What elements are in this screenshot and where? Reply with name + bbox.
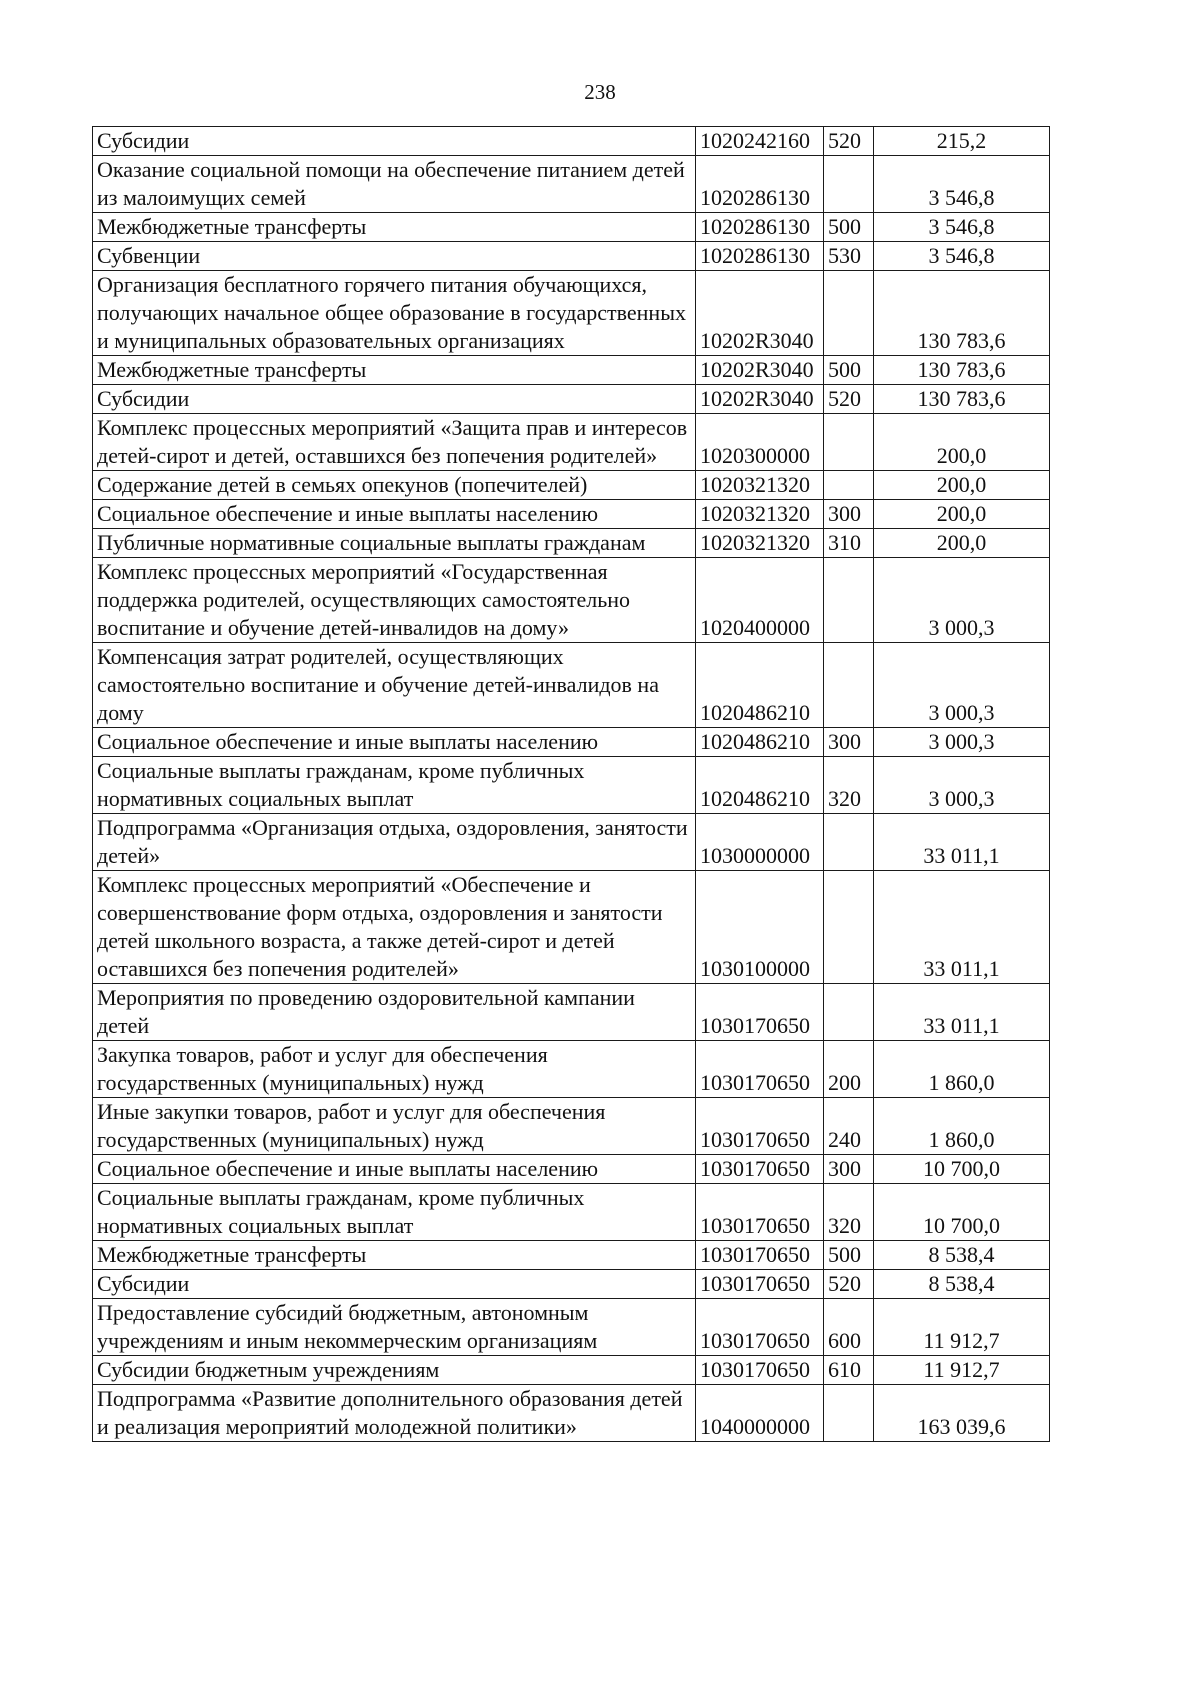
row-name: Компенсация затрат родителей, осуществляющих самостоятельно воспитание и обучение детей-инвалидов на дому	[93, 643, 696, 728]
row-amount: 200,0	[874, 529, 1050, 558]
row-code: 1030170650	[696, 1241, 824, 1270]
row-name: Предоставление субсидий бюджетным, автономным учреждениям и иным некоммерческим организациям	[93, 1299, 696, 1356]
row-name: Подпрограмма «Развитие дополнительного образования детей и реализация мероприятий молодежной политики»	[93, 1385, 696, 1442]
table-row	[93, 1356, 1050, 1385]
table-row	[93, 156, 1050, 213]
row-name: Публичные нормативные социальные выплаты гражданам	[93, 529, 696, 558]
row-expense-type: 520	[824, 1270, 874, 1299]
row-amount: 10 700,0	[874, 1155, 1050, 1184]
row-amount: 3 000,3	[874, 728, 1050, 757]
row-name: Межбюджетные трансферты	[93, 1241, 696, 1270]
row-name: Субвенции	[93, 242, 696, 271]
row-amount: 3 546,8	[874, 213, 1050, 242]
table-row	[93, 1184, 1050, 1241]
table-row	[93, 242, 1050, 271]
row-amount: 200,0	[874, 414, 1050, 471]
row-expense-type: 300	[824, 1155, 874, 1184]
table-row	[93, 1385, 1050, 1442]
row-amount: 215,2	[874, 127, 1050, 156]
table-row	[93, 127, 1050, 156]
table-row	[93, 814, 1050, 871]
row-code: 1030170650	[696, 1356, 824, 1385]
row-expense-type	[824, 984, 874, 1041]
row-code: 1020486210	[696, 728, 824, 757]
row-code: 10202R3040	[696, 385, 824, 414]
row-amount: 11 912,7	[874, 1299, 1050, 1356]
row-code: 1030170650	[696, 984, 824, 1041]
row-amount: 8 538,4	[874, 1270, 1050, 1299]
row-code: 1020286130	[696, 213, 824, 242]
row-expense-type: 500	[824, 213, 874, 242]
row-code: 1030170650	[696, 1299, 824, 1356]
table-row	[93, 1098, 1050, 1155]
table-row	[93, 356, 1050, 385]
table-row	[93, 728, 1050, 757]
row-code: 1020321320	[696, 500, 824, 529]
row-name: Подпрограмма «Организация отдыха, оздоровления, занятости детей»	[93, 814, 696, 871]
row-expense-type: 310	[824, 529, 874, 558]
row-expense-type: 240	[824, 1098, 874, 1155]
row-amount: 130 783,6	[874, 385, 1050, 414]
table-row	[93, 213, 1050, 242]
row-name: Социальное обеспечение и иные выплаты населению	[93, 1155, 696, 1184]
table-row	[93, 271, 1050, 356]
row-amount: 1 860,0	[874, 1041, 1050, 1098]
row-expense-type: 610	[824, 1356, 874, 1385]
row-name: Иные закупки товаров, работ и услуг для обеспечения государственных (муниципальных) нужд	[93, 1098, 696, 1155]
row-name: Комплекс процессных мероприятий «Государственная поддержка родителей, осуществляющих самостоятельно воспитание и обучение детей-инвалидов на дому»	[93, 558, 696, 643]
page-number: 238	[584, 80, 616, 104]
row-expense-type: 300	[824, 728, 874, 757]
row-code: 1030170650	[696, 1270, 824, 1299]
table-row	[93, 984, 1050, 1041]
row-expense-type: 320	[824, 757, 874, 814]
row-name: Социальные выплаты гражданам, кроме публичных нормативных социальных выплат	[93, 757, 696, 814]
row-expense-type: 520	[824, 385, 874, 414]
row-code: 1040000000	[696, 1385, 824, 1442]
row-amount: 130 783,6	[874, 356, 1050, 385]
row-expense-type: 530	[824, 242, 874, 271]
row-amount: 11 912,7	[874, 1356, 1050, 1385]
table-row	[93, 1270, 1050, 1299]
row-expense-type	[824, 271, 874, 356]
row-amount: 33 011,1	[874, 814, 1050, 871]
row-code: 1020321320	[696, 471, 824, 500]
row-code: 1020486210	[696, 757, 824, 814]
row-name: Мероприятия по проведению оздоровительной кампании детей	[93, 984, 696, 1041]
row-code: 1030000000	[696, 814, 824, 871]
row-code: 1020300000	[696, 414, 824, 471]
row-code: 1030170650	[696, 1184, 824, 1241]
row-expense-type	[824, 1385, 874, 1442]
row-amount: 130 783,6	[874, 271, 1050, 356]
row-code: 10202R3040	[696, 356, 824, 385]
row-expense-type: 520	[824, 127, 874, 156]
row-code: 1030170650	[696, 1098, 824, 1155]
row-name: Субсидии	[93, 1270, 696, 1299]
row-name: Оказание социальной помощи на обеспечение питанием детей из малоимущих семей	[93, 156, 696, 213]
table-row	[93, 757, 1050, 814]
row-expense-type	[824, 471, 874, 500]
row-amount: 10 700,0	[874, 1184, 1050, 1241]
table-row	[93, 1041, 1050, 1098]
table-row	[93, 643, 1050, 728]
row-amount: 33 011,1	[874, 871, 1050, 984]
row-name: Социальные выплаты гражданам, кроме публичных нормативных социальных выплат	[93, 1184, 696, 1241]
row-code: 1020286130	[696, 156, 824, 213]
row-name: Межбюджетные трансферты	[93, 356, 696, 385]
row-expense-type: 300	[824, 500, 874, 529]
row-expense-type: 500	[824, 1241, 874, 1270]
row-code: 1030170650	[696, 1155, 824, 1184]
row-name: Субсидии	[93, 385, 696, 414]
table-row	[93, 871, 1050, 984]
row-expense-type	[824, 814, 874, 871]
table-row	[93, 414, 1050, 471]
row-amount: 200,0	[874, 471, 1050, 500]
row-amount: 3 000,3	[874, 558, 1050, 643]
row-name: Социальное обеспечение и иные выплаты населению	[93, 500, 696, 529]
table-row	[93, 471, 1050, 500]
table-row	[93, 1241, 1050, 1270]
row-expense-type: 200	[824, 1041, 874, 1098]
row-code: 1020321320	[696, 529, 824, 558]
row-amount: 3 000,3	[874, 643, 1050, 728]
row-expense-type	[824, 156, 874, 213]
row-name: Организация бесплатного горячего питания обучающихся, получающих начальное общее образование в государственных и муниципальных образовательных организациях	[93, 271, 696, 356]
row-expense-type	[824, 414, 874, 471]
row-amount: 8 538,4	[874, 1241, 1050, 1270]
row-name: Комплекс процессных мероприятий «Обеспечение и совершенствование форм отдыха, оздоровления и занятости детей школьного возраста, а также детей-сирот и детей оставшихся без попечения родителей»	[93, 871, 696, 984]
row-code: 1020486210	[696, 643, 824, 728]
row-expense-type	[824, 643, 874, 728]
table-row	[93, 500, 1050, 529]
row-code: 1020286130	[696, 242, 824, 271]
row-expense-type: 500	[824, 356, 874, 385]
table-row	[93, 1155, 1050, 1184]
row-expense-type: 600	[824, 1299, 874, 1356]
row-amount: 1 860,0	[874, 1098, 1050, 1155]
row-expense-type: 320	[824, 1184, 874, 1241]
row-name: Закупка товаров, работ и услуг для обеспечения государственных (муниципальных) нужд	[93, 1041, 696, 1098]
budget-table-body	[93, 127, 1050, 1442]
row-amount: 3 546,8	[874, 156, 1050, 213]
row-code: 1020400000	[696, 558, 824, 643]
table-row	[93, 558, 1050, 643]
row-name: Субсидии	[93, 127, 696, 156]
row-expense-type	[824, 558, 874, 643]
row-code: 10202R3040	[696, 271, 824, 356]
row-amount: 33 011,1	[874, 984, 1050, 1041]
table-row	[93, 385, 1050, 414]
row-code: 1020242160	[696, 127, 824, 156]
table-row	[93, 1299, 1050, 1356]
row-expense-type	[824, 871, 874, 984]
row-amount: 3 000,3	[874, 757, 1050, 814]
row-code: 1030100000	[696, 871, 824, 984]
table-row	[93, 529, 1050, 558]
row-amount: 163 039,6	[874, 1385, 1050, 1442]
row-name: Межбюджетные трансферты	[93, 213, 696, 242]
row-code: 1030170650	[696, 1041, 824, 1098]
row-amount: 200,0	[874, 500, 1050, 529]
row-name: Субсидии бюджетным учреждениям	[93, 1356, 696, 1385]
row-name: Комплекс процессных мероприятий «Защита прав и интересов детей-сирот и детей, оставшихся без попечения родителей»	[93, 414, 696, 471]
row-amount: 3 546,8	[874, 242, 1050, 271]
row-name: Содержание детей в семьях опекунов (попечителей)	[93, 471, 696, 500]
row-name: Социальное обеспечение и иные выплаты населению	[93, 728, 696, 757]
budget-table	[92, 126, 1050, 1442]
